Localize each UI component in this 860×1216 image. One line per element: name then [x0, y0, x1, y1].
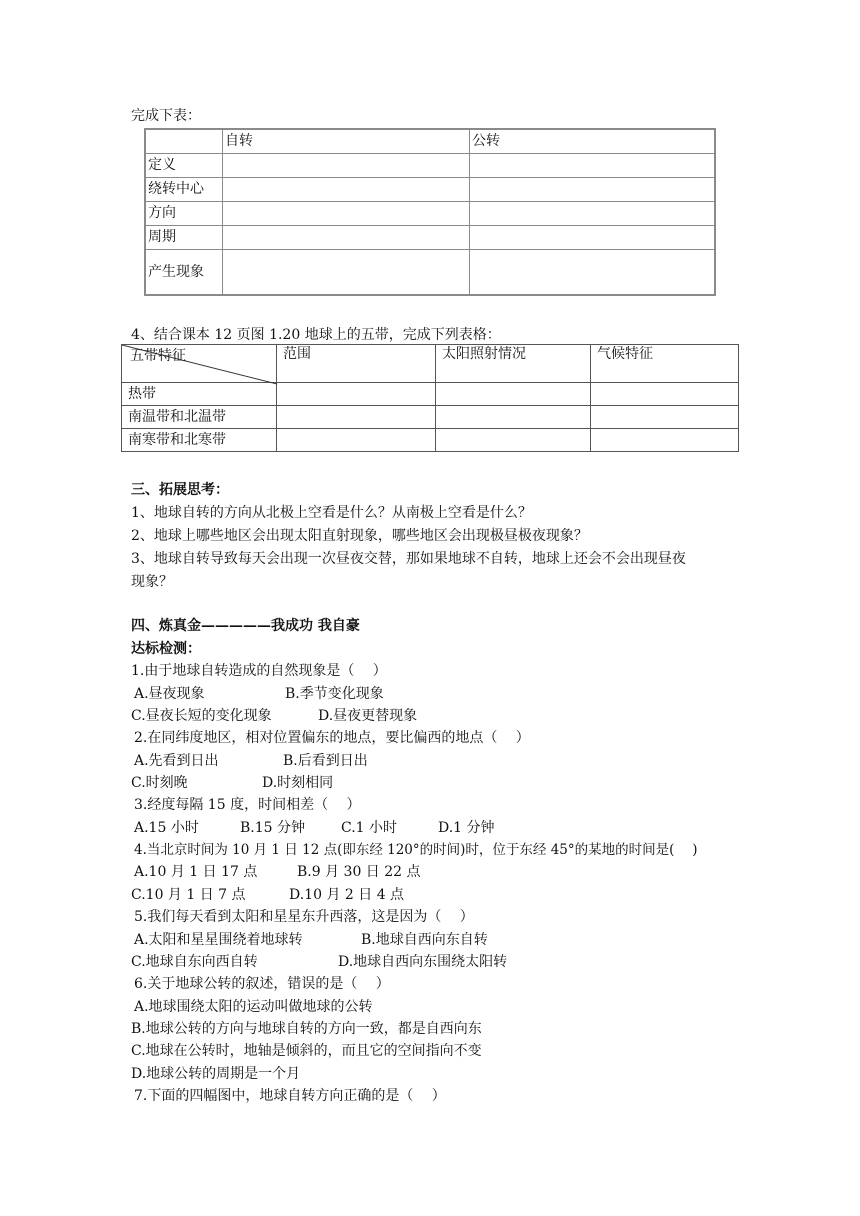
q6-option-b: B.地球公转的方向与地球自转的方向一致，都是自西向东 [131, 1021, 482, 1037]
q6-option-a: A.地球围绕太阳的运动叫做地球的公转 [134, 999, 373, 1015]
table1-cell [223, 153, 470, 177]
table2-row-label: 南温带和北温带 [122, 406, 277, 429]
section4-subtitle: 达标检测： [131, 641, 201, 657]
q4-option-a: A.10 月 1 日 17 点 [134, 864, 258, 880]
q3-option-c: C.1 小时 [341, 820, 398, 836]
section3-item: 1、地球自转的方向从北极上空看是什么？从南极上空看是什么？ [131, 505, 532, 521]
question-4: 4.当北京时间为 10 月 1 日 12 点(即东经 120°的时间)时，位于东经 45°的某地的时间是( ) [134, 842, 698, 858]
q3-option-a: A.15 小时 [134, 820, 199, 836]
table2-cell [277, 429, 436, 452]
q6-option-d: D.地球公转的周期是一个月 [131, 1066, 301, 1082]
table1-cell [223, 201, 470, 225]
table1-row-label: 周期 [145, 225, 223, 249]
table1-cell [470, 177, 716, 201]
question-2: 2.在同纬度地区，相对位置偏东的地点，要比偏西的地点（ ） [134, 730, 530, 746]
q6-option-c: C.地球在公转时，地轴是倾斜的，而且它的空间指向不变 [131, 1043, 482, 1059]
table1-cell [223, 249, 470, 295]
q2-option-c: C.时刻晚 [131, 775, 188, 791]
table2-header-range: 范围 [277, 345, 436, 383]
question-3: 3.经度每隔 15 度，时间相差（ ） [134, 797, 361, 813]
table2-cell [436, 383, 591, 406]
question-7: 7.下面的四幅图中，地球自转方向正确的是（ ） [134, 1088, 446, 1104]
question-1: 1.由于地球自转造成的自然现象是（ ） [131, 663, 387, 679]
section4-title: 四、炼真金—————我成功 我自豪 [131, 618, 360, 634]
table1-row-label: 产生现象 [145, 249, 223, 295]
table2-cell [591, 406, 739, 429]
table2-corner-cell [122, 345, 277, 383]
q4-instruction: 4、结合课本 12 页图 1.20 地球上的五带，完成下列表格： [131, 327, 501, 343]
table1-cell [470, 201, 716, 225]
table2-cell [436, 406, 591, 429]
q2-option-b: B.后看到日出 [283, 753, 368, 769]
table1-header-revolution: 公转 [470, 129, 716, 153]
table1-header-rotation: 自转 [223, 129, 470, 153]
table1-cell [223, 225, 470, 249]
q3-option-d: D.1 分钟 [438, 820, 495, 836]
q4-option-b: B.9 月 30 日 22 点 [297, 864, 421, 880]
q1-option-a: A.昼夜现象 [134, 686, 205, 702]
table2-row-label: 热带 [122, 383, 277, 406]
rotation-revolution-table [144, 128, 716, 296]
question-5: 5.我们每天看到太阳和星星东升西落，这是因为（ ） [134, 909, 474, 925]
q4-option-c: C.10 月 1 日 7 点 [131, 887, 246, 903]
q2-option-d: D.时刻相同 [262, 775, 334, 791]
section3-item: 现象？ [131, 574, 173, 590]
table2-cell [277, 406, 436, 429]
q1-option-d: D.昼夜更替现象 [318, 708, 418, 724]
table1-row-label: 方向 [145, 201, 223, 225]
table1-cell [470, 249, 716, 295]
q5-option-d: D.地球自西向东围绕太阳转 [338, 954, 508, 970]
q5-option-c: C.地球自东向西自转 [131, 954, 258, 970]
table1-corner-cell [145, 129, 223, 153]
table2-cell [436, 429, 591, 452]
q5-option-a: A.太阳和星星围绕着地球转 [134, 932, 303, 948]
q4-option-d: D.10 月 2 日 4 点 [289, 887, 405, 903]
table2-corner-label: 五带特征 [130, 348, 186, 364]
table-intro: 完成下表： [131, 108, 201, 124]
q1-option-c: C.昼夜长短的变化现象 [131, 708, 272, 724]
table2-header-climate: 气候特征 [591, 345, 739, 383]
table2-cell [591, 429, 739, 452]
section3-item: 3、地球自转导致每天会出现一次昼夜交替，那如果地球不自转，地球上还会不会出现昼夜 [131, 551, 686, 567]
section3-item: 2、地球上哪些地区会出现太阳直射现象，哪些地区会出现极昼极夜现象？ [131, 528, 588, 544]
table1-row-label: 绕转中心 [145, 177, 223, 201]
q3-option-b: B.15 分钟 [240, 820, 306, 836]
table2-header-sunlight: 太阳照射情况 [436, 345, 591, 383]
q1-option-b: B.季节变化现象 [285, 686, 384, 702]
table2-row-label: 南寒带和北寒带 [122, 429, 277, 452]
q5-option-b: B.地球自西向东自转 [361, 932, 488, 948]
table2-cell [277, 383, 436, 406]
q2-option-a: A.先看到日出 [134, 753, 219, 769]
table1-row-label: 定义 [145, 153, 223, 177]
table1-cell [470, 225, 716, 249]
five-zones-table [121, 344, 739, 452]
table1-cell [223, 177, 470, 201]
table1-cell [470, 153, 716, 177]
table2-cell [591, 383, 739, 406]
question-6: 6.关于地球公转的叙述，错误的是（ ） [134, 976, 390, 992]
section3-title: 三、拓展思考： [131, 482, 229, 498]
